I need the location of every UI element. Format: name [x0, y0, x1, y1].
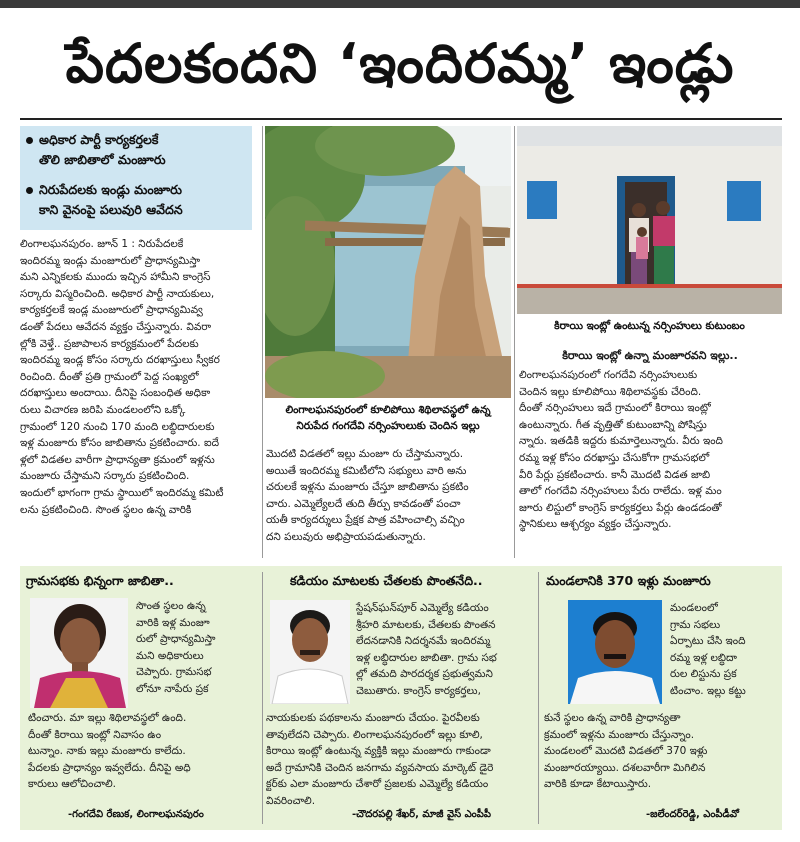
box-center-line: కిరాయి ఇంట్లో ఉంటున్న వ్యక్తికి ఇల్లు మంజూరు గాకుండా: [266, 745, 491, 758]
right-photo-caption: కిరాయి ఇంట్లో ఉంటున్న నర్సింహులు కుటుంబం: [554, 320, 745, 332]
column-divider: [262, 126, 263, 558]
continuation-line: చరులకే ఇళ్లను మంజూరు చేస్తూ జాబితాను ప్రకటిం: [266, 481, 469, 494]
box-center-line: తావులేదని చెప్పారు. లింగాలఘనపురంలో ఇల్లు కూలి,: [266, 728, 483, 741]
right-story-heading: కిరాయి ఇంట్లో ఉన్నా మంజూరవని ఇల్లు..: [562, 349, 738, 362]
headline-rule: [20, 118, 782, 120]
box-center-byline: -చౌదరపల్లి శేఖర్, మాజీ వైస్ ఎంపీపీ: [352, 809, 491, 820]
main-story-column: [20, 236, 260, 518]
right-story-line: రమ్మ ఇళ్ల కోసం దరఖాస్తు చేసుకోగా గ్రామసభలో: [519, 451, 710, 464]
mpdo-portrait: [568, 600, 662, 704]
headline: పేదలకందని ‘ఇందిరమ్మ’ ఇండ్లు: [65, 32, 735, 95]
box-right-line: మంజూరయ్యాయి. దశలవారీగా మిగిలిన: [544, 761, 706, 774]
highlights-box: [20, 126, 252, 230]
top-border: [0, 0, 800, 8]
main-story-line: దరఖాస్తులు అందాయి. దీనిపై సంబంధిత అధికా: [20, 387, 211, 400]
box-left-line: లోనూ నాపేరు ప్రక: [136, 682, 209, 695]
box-center-line: చెబుతారు. కాంగ్రెస్ కార్యకర్తలు,: [356, 684, 481, 697]
main-story-line: రించింది. దీంతో ప్రతి గ్రామంలో పెద్ద సంఖ్యలో: [20, 370, 199, 383]
box-left-line: దీంతో కిరాయి ఇంట్లో నివాసం ఉం: [28, 728, 162, 741]
box-right-byline: -జలేందర్‌రెడ్డి, ఎంపీడీవో: [646, 809, 739, 820]
woman-portrait-illustration: [30, 598, 128, 708]
box-right-line: మండలంలో మొదటి విడతలో 370 ఇళ్లు: [544, 745, 708, 758]
main-story-line: రులు విచారణ జరిపి మండలంలోని ఒక్కో: [20, 403, 186, 416]
right-story-line: దీంతో నర్సింహులు ఇదే గ్రామంలో కిరాయి ఇంట్లో: [519, 402, 711, 415]
collapsed-house-illustration: [265, 126, 511, 398]
box-center-line: ల్లో తమది పారదర్శక ప్రభుత్వమని: [356, 668, 493, 681]
box-center-line: లేదనడానికి నిదర్శనమే ఇందిరమ్మ: [356, 635, 491, 648]
box-right-line: రమ్మ ఇళ్ల లబ్ధిదా: [670, 651, 737, 664]
box-right-line: గ్రామ సభలు: [670, 618, 721, 631]
continuation-line: చారు. ఎమ్మెల్యేలదే తుది తీర్పు కావడంతో పంచా: [266, 497, 461, 510]
continuation-line: దని పలువురు అభిప్రాయపడుతున్నారు.: [266, 530, 426, 543]
man-portrait-illustration: [270, 600, 350, 704]
box-right-heading: మండలానికి 370 ఇళ్లు మంజూరు: [546, 573, 711, 588]
bullet-icon: [26, 187, 33, 194]
box-left-line: రులో ప్రాధాన్యమిస్తా: [136, 633, 216, 646]
box-left-body-narrow: [136, 598, 258, 698]
box-center-line: నాయకులకు పథకాలను మంజూరు చేయం. పైరవీలకు: [266, 712, 480, 724]
highlight-item-1-cont: తొలి జాబితాలో మంజూరు: [39, 152, 166, 167]
right-story-line: తాలో గంగదేవి నర్సింహులు పేరు రాలేదు. ఇళ్ల మం: [519, 485, 722, 498]
box-left-line: చెప్పారు. గ్రామసభ: [136, 666, 212, 679]
shekar-portrait: [270, 600, 350, 704]
main-story-line: మని ఎన్నికలకు ముందు ఇచ్చిన హామీని కాంగ్రెస్: [20, 271, 211, 284]
box-center-heading: కడియం మాటలకు చేతలకు పొంతనేది..: [290, 573, 483, 588]
main-story-line: లను ప్రకటించింది. సొంత స్థలం ఉన్న వారికి: [20, 503, 192, 516]
main-story-line: ఇందిరమ్మ ఇండ్లు మంజూరులో ప్రాధాన్యమిస్తా: [20, 254, 201, 267]
box-left-line: సొంత స్థలం ఉన్న: [136, 600, 206, 612]
box-left-line: టించారు. మా ఇల్లు శిథిలావస్థలో ఉంది.: [28, 712, 187, 724]
box-left-line: పేదలకు ప్రాధాన్యం ఇవ్వలేదు. దీనిపై అధి: [28, 761, 191, 774]
box-left-line: మని అధికారులు: [136, 649, 204, 662]
main-story-line: గ్రామంలో 120 నుంచి 170 మంది లబ్ధిదారులకు: [20, 420, 215, 433]
box-left-body-wide: [28, 710, 258, 793]
main-story-line: ఇందులో భాగంగా గ్రామ స్థాయిలో ఇందిరమ్మ కమిటీ: [20, 486, 224, 499]
main-story-line: సర్కారు విస్మరించింది. అధికార పార్టీ నాయకులు,: [20, 287, 215, 300]
collapsed-house-photo: [265, 126, 511, 398]
family-house-illustration: [517, 126, 782, 314]
main-story-line: ల్లోకి వెళ్తే.. ప్రజాపాలన కార్యక్రమంలో పేదలకు: [20, 337, 199, 350]
right-story-line: న్నారు. ఇతడికి ఇద్దరు కుమార్తెలున్నారు. వీరు ఇంది: [519, 435, 723, 448]
box-right-body-narrow: [670, 600, 780, 700]
box-center-line: స్టేషన్‌ఘన్‌పూర్ ఎమ్మెల్యే కడియం: [356, 602, 489, 614]
box-center-line: ఇళ్ల లబ్ధిదారుల జాబితా. గ్రామ సభ: [356, 651, 497, 664]
band-divider: [262, 572, 263, 824]
main-story-continuation: [266, 446, 512, 546]
box-left-heading: గ్రామసభకు భిన్నంగా జాబితా..: [26, 573, 174, 588]
continuation-line: యతీ కార్యదర్శులు ప్రేక్షక పాత్ర వహించాల్సి వచ్చిం: [266, 514, 465, 527]
right-story-line: లింగాలఘనపురంలో గంగదేవి నర్సింహులుకు: [519, 369, 698, 381]
main-story-line: ఇందిరమ్మ ఇండ్ల కోసం సర్కారు దరఖాస్తులు స్వీకర: [20, 354, 220, 367]
box-center-line: క్టర్‌కు ఎలా మంజూరు చేశారో ప్రజలకు ఎమ్మెల్యే కడియం: [266, 778, 489, 791]
main-story-line: డంతో పేదలు ఆవేదన వ్యక్తం చేస్తున్నారు. వివరా: [20, 320, 212, 333]
box-center-line: అదే గ్రామానికి చెందిన జనగామ వ్యవసాయ మార్కెట్ డైరె: [266, 761, 494, 774]
box-right-line: మండలంలో: [670, 602, 718, 614]
bullet-icon: [26, 137, 33, 144]
renuka-portrait: [30, 598, 128, 708]
highlight-item-2: నిరుపేదలకు ఇండ్లు మంజూరు: [26, 180, 182, 200]
box-center-line: శ్రీహరి మాటలకు, చేతలకు పొంతన: [356, 618, 496, 631]
box-right-line: క్రమంలో ఇళ్లను మంజూరు చేస్తున్నాం.: [544, 728, 695, 741]
box-center-body-narrow: [356, 600, 534, 700]
highlight-item-2-cont: కాని వైనంపై పలువురి ఆవేదన: [39, 202, 183, 217]
main-story-line: లింగాలఘనపురం. జూన్ 1 : నిరుపేదలకే: [20, 238, 184, 250]
main-story-line: ఇళ్ల మంజూరు కోసం జాబితాను ప్రకటించారు. ఐదే: [20, 437, 220, 450]
continuation-line: అయితే ఇందిరమ్మ కమిటీలోని సభ్యులు వారి అను: [266, 464, 467, 477]
column-divider: [514, 126, 515, 558]
box-right-line: కునే స్థలం ఉన్న వారికి ప్రాధాన్యతా: [544, 712, 681, 724]
right-story-line: జూరు లిస్టులో కాంగ్రెస్ కార్యకర్తలు పేర్లు ఉండడంతో: [519, 501, 722, 514]
family-photo: [517, 126, 782, 314]
right-story-line: స్థానికులు ఆశ్చర్యం వ్యక్తం చేస్తున్నారు.: [519, 518, 672, 531]
main-story-line: మంజూరు చేస్తామని సర్కారు ప్రకటించింది.: [20, 470, 190, 483]
box-left-line: వారికి ఇళ్ల మంజూ: [136, 616, 210, 629]
main-story-line: కార్యకర్తలకే ఇండ్ల మంజూరులో ప్రాధాన్యమివ్వ: [20, 304, 203, 317]
box-center-line: వివరించాలి.: [266, 794, 316, 807]
box-right-line: రుల లిస్టును ప్రక: [670, 668, 737, 681]
right-story-line: వీరి పేర్లు ప్రకటించారు. కానీ మొదటి విడత జాబి: [519, 468, 711, 481]
main-story-line: ళ్లలో విడతల వారీగా ప్రాధాన్యతా క్రమంలో ఇళ్లను: [20, 453, 215, 466]
box-left-line: టున్నాం. నాకు ఇల్లు మంజూరు కాలేదు.: [28, 745, 186, 758]
caption-line: నిరుపేద గంగదేవి నర్సింహులుకు చెందిన ఇల్లు: [296, 420, 480, 432]
continuation-line: మొదటి విడతలో ఇల్లు మంజూ రు చేస్తామన్నారు.: [266, 448, 464, 460]
right-story-body: [519, 367, 781, 533]
center-photo-caption: [262, 402, 514, 434]
band-divider: [538, 572, 539, 824]
highlight-item-1: అధికార పార్టీ కార్యకర్తలకే: [26, 130, 158, 150]
box-right-body-wide: [544, 710, 780, 793]
box-left-byline: -గంగదేవి రేణుక, లింగాలఘనపురం: [68, 809, 204, 820]
box-right-line: టించాం. ఇల్లు కట్టు: [670, 684, 746, 697]
right-story-line: చెందిన ఇల్లు కూలిపోయి శిథిలావస్థకు చేరింది.: [519, 385, 702, 398]
caption-line: లింగాలఘనపురంలో కూలిపోయి శిథిలావస్థలో ఉన్న: [285, 404, 491, 416]
box-left-line: కారులు ఆలోచించాలి.: [28, 778, 116, 791]
official-portrait-illustration: [568, 600, 662, 704]
box-right-line: ఏర్పాటు చేసి ఇంది: [670, 635, 746, 648]
box-right-line: వారికి కూడా కేటాయిస్తారు.: [544, 778, 652, 791]
right-story-line: ఉంటున్నారు. గీత వృత్తితో కుటుంబాన్ని పోషిస్తు: [519, 418, 707, 431]
box-center-body-wide: [266, 710, 534, 810]
